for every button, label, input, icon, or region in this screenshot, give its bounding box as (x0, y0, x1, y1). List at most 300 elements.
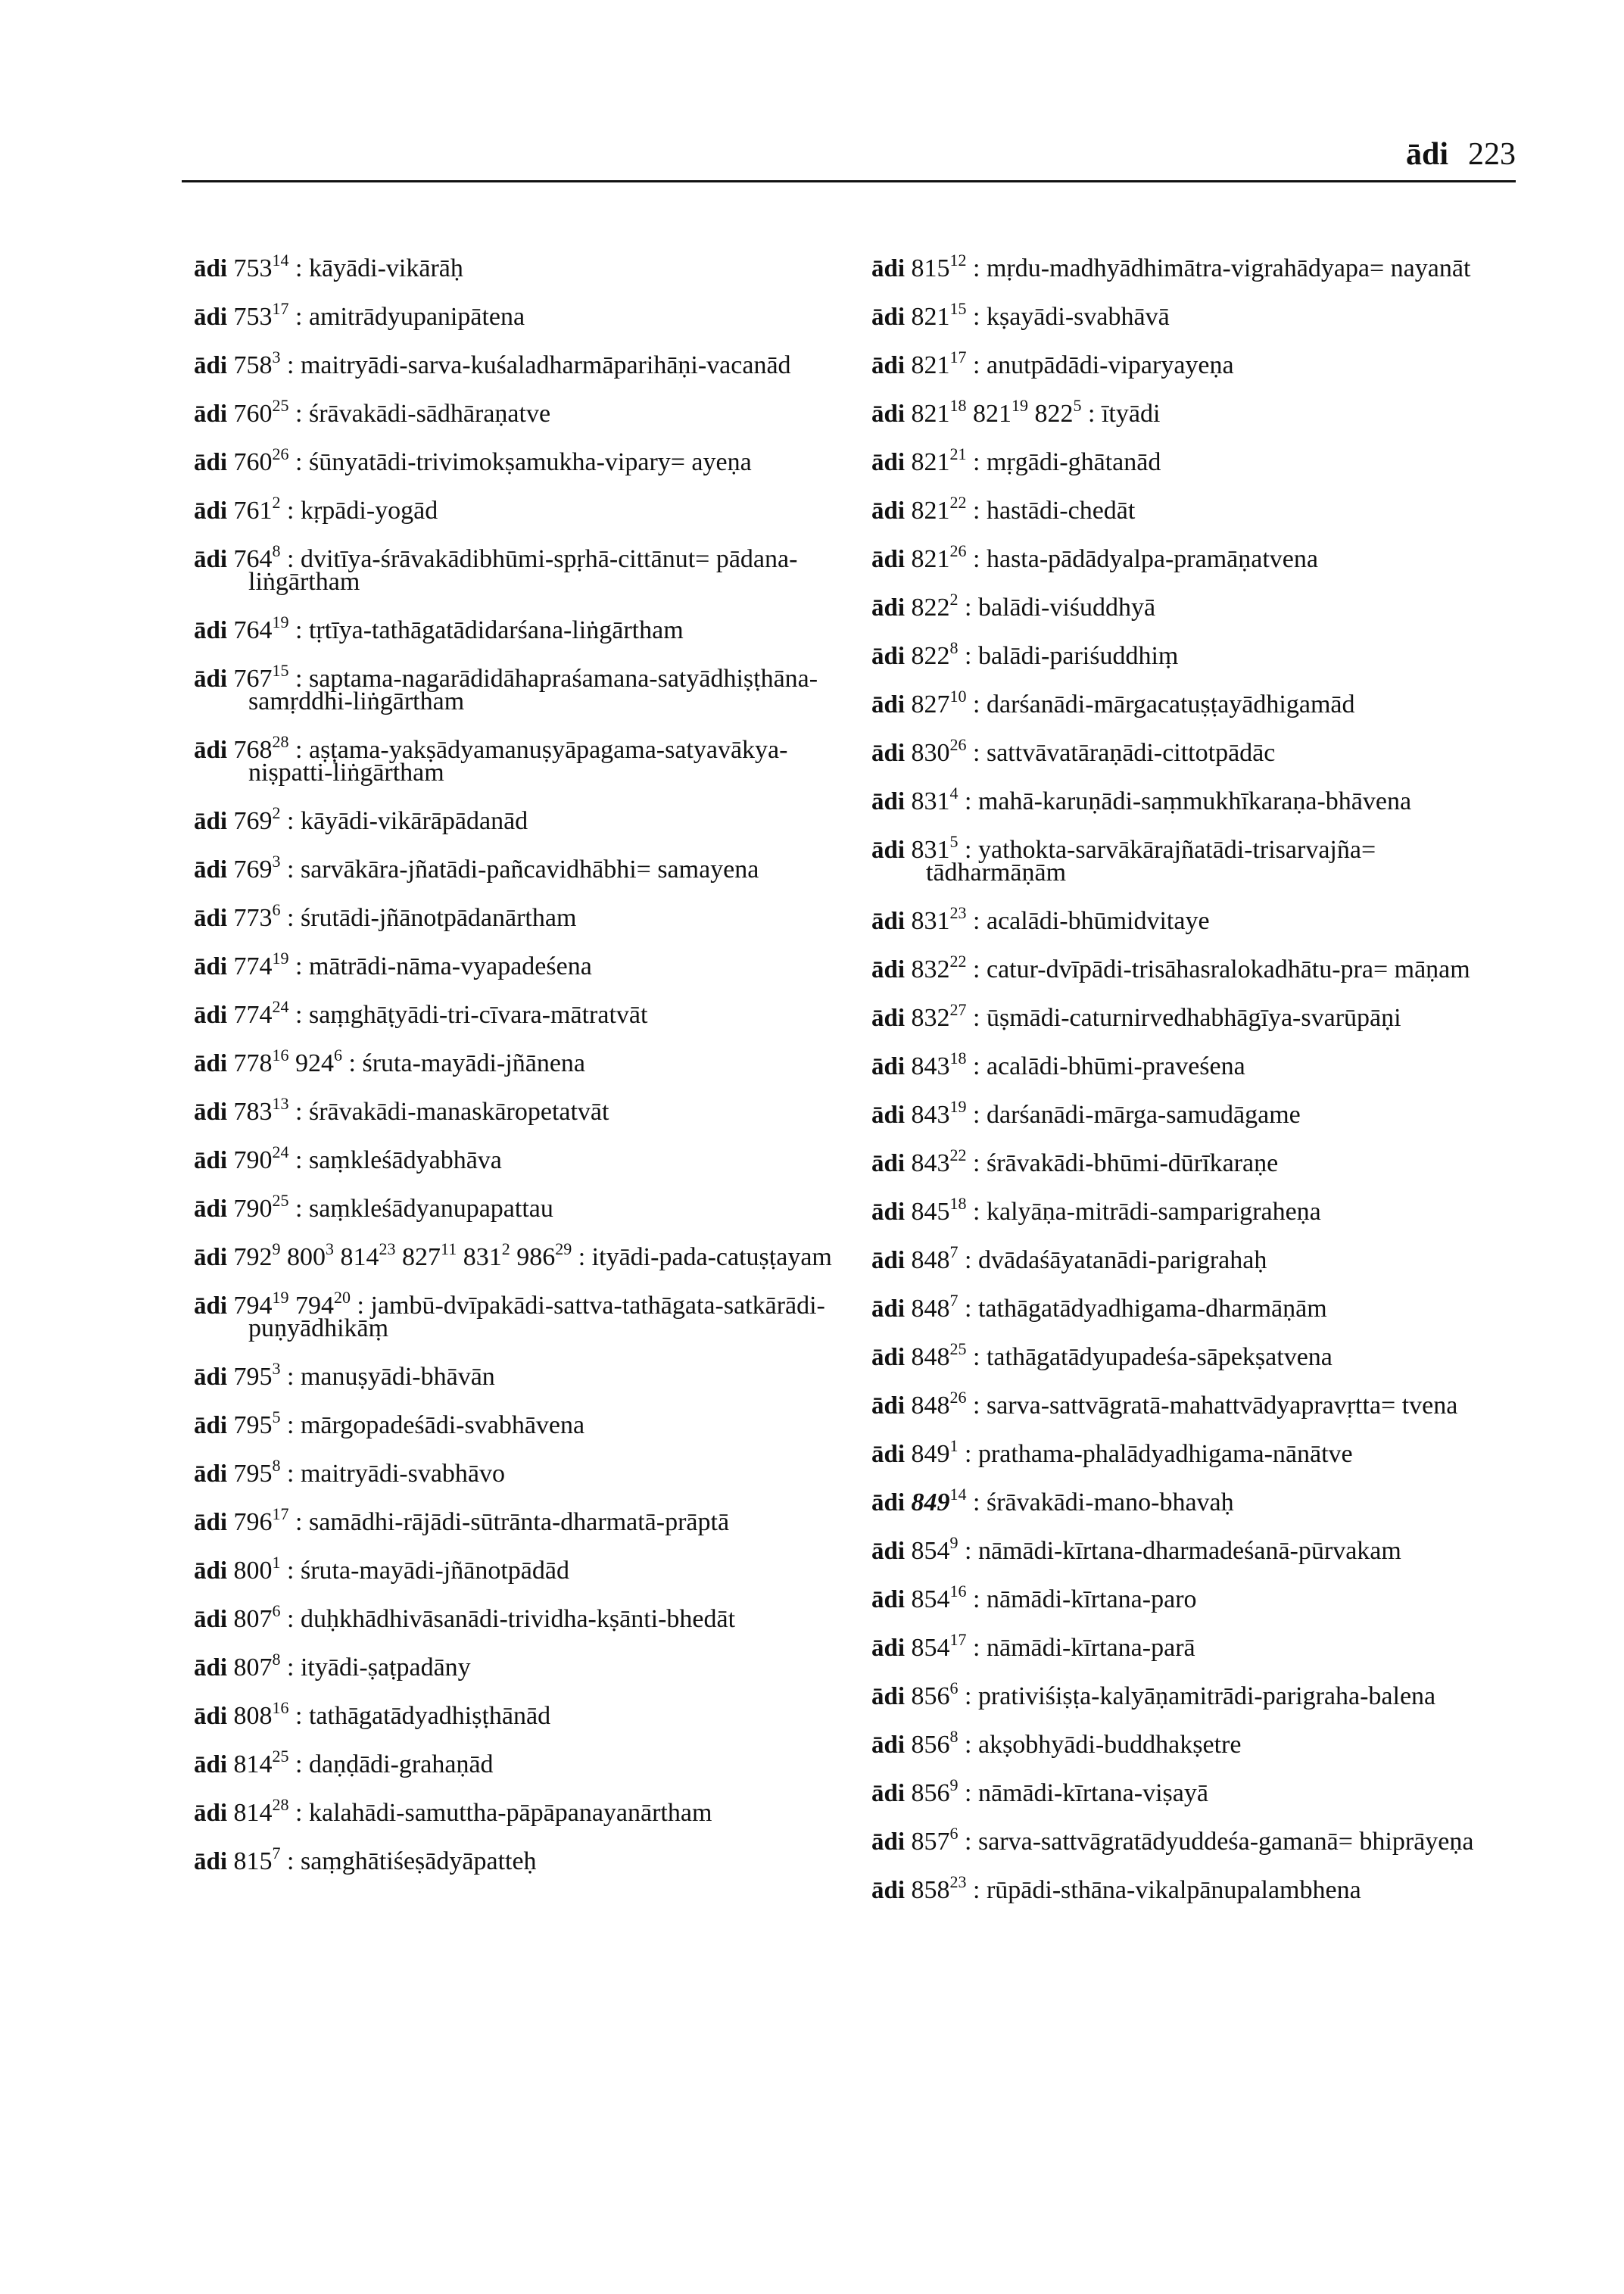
entry-keyword: ādi (871, 908, 906, 935)
reference-line: 5 (1073, 396, 1082, 415)
entry-keyword: ādi (194, 665, 228, 693)
entry-text: śūnyatādi-trivimokṣamukha-vipary= ayeṇa (308, 448, 752, 476)
reference-line: 2 (272, 803, 281, 822)
entry-text: jambū-dvīpakādi-sattva-tathāgata-satkārādi-puṇyādhikāṃ (248, 1292, 825, 1342)
entry-text: tṛtīya-tathāgatādidarśana-liṅgārtham (308, 616, 684, 644)
index-entry: ādi $815^{12}$ : mṛdu-madhyādhimātra-vigrahādyapa= nayanāt (871, 251, 1471, 282)
reference-page: 858 (911, 1876, 950, 1904)
entry-keyword: ādi (871, 1441, 906, 1468)
index-entry: ādi $832^{27}$ : ūṣmādi-caturnirvedhabhāgīya-svarūpāṇi (871, 1000, 1401, 1032)
reference-page: 821 (911, 303, 950, 331)
reference-line: 3 (272, 348, 281, 366)
reference-page: 821 (911, 400, 950, 428)
entry-text: amitrādyupanipātena (308, 303, 525, 331)
entry-references (233, 493, 281, 525)
index-entry: ādi $857^6$ : sarva-sattvāgratādyuddeśa-gamanā= bhiprāyeṇa (871, 1824, 1474, 1856)
entry-text: samādhi-rājādi-sūtrānta-dharmatā-prāptā (308, 1508, 730, 1536)
reference-line: 7 (272, 1844, 281, 1862)
entry-references (233, 348, 281, 379)
entry-text: kṣayādi-svabhāvā (986, 303, 1170, 331)
index-entry: ādi $827^{10}$ : darśanādi-mārgacatuṣṭayādhigamād (871, 687, 1355, 718)
entry-text: ityādi-pada-catuṣṭayam (591, 1243, 832, 1271)
reference-page: 843 (911, 1149, 950, 1177)
entry-text: śrāvakādi-sādhāraṇatve (308, 400, 551, 428)
index-entry: ādi $854^{16}$ : nāmādi-kīrtana-paro (871, 1582, 1197, 1613)
index-entry: ādi $843^{22}$ : śrāvakādi-bhūmi-dūrīkaraṇe (871, 1145, 1279, 1177)
entry-keyword: ādi (871, 304, 906, 331)
entry-keyword: ādi (871, 1683, 906, 1710)
entry-text: daṇḍādi-grahaṇād (308, 1750, 494, 1778)
entry-keyword: ādi (194, 1099, 228, 1126)
reference-page: 848 (911, 1392, 950, 1420)
entry-keyword: ādi (871, 837, 906, 864)
entry-text: śrāvakādi-mano-bhavaḥ (986, 1488, 1234, 1516)
entry-keyword: ādi (871, 546, 906, 573)
reference-page: 843 (911, 1101, 950, 1129)
reference-page: 843 (911, 1052, 950, 1080)
reference-line: 17 (949, 348, 967, 366)
reference-line: 25 (272, 396, 289, 415)
reference-line: 17 (272, 299, 289, 318)
index-entry: ādi $800^1$ : śruta-mayādi-jñānotpādād (194, 1553, 569, 1585)
entry-text: mṛgādi-ghātanād (986, 448, 1161, 476)
reference-line: 18 (949, 1049, 967, 1068)
reference-page: 800 (287, 1243, 326, 1271)
index-entry: ādi $764^{19}$ : tṛtīya-tathāgatādidarśana-liṅgārtham (194, 612, 684, 644)
reference-line: 4 (949, 784, 959, 803)
reference-page: 807 (233, 1653, 273, 1682)
entry-text: mahā-karuṇādi-saṃmukhīkaraṇa-bhāvena (977, 787, 1412, 815)
reference-page: 753 (233, 303, 273, 331)
reference-line: 20 (334, 1288, 351, 1307)
entry-text: śrutādi-jñānotpādanārtham (300, 904, 577, 932)
entry-keyword: ādi (871, 643, 906, 670)
entry-text: darśanādi-mārgacatuṣṭayādhigamād (986, 690, 1355, 718)
index-entry: ādi $822^2$ : balādi-viśuddhyā (871, 590, 1156, 622)
index-entry: ādi $821^{17}$ : anutpādādi-viparyayeṇa (871, 348, 1234, 379)
entry-text: kalahādi-samuttha-pāpāpanayanārtham (308, 1799, 712, 1827)
header-text (1406, 133, 1516, 176)
entry-keyword: ādi (871, 1635, 906, 1662)
reference-line: 1 (949, 1436, 959, 1455)
reference-line: 5 (949, 832, 959, 851)
reference-page: 753 (233, 254, 273, 282)
entry-text: acalādi-bhūmi-praveśena (986, 1052, 1245, 1080)
entry-references (911, 396, 1082, 428)
reference-page: 790 (233, 1195, 273, 1223)
entry-keyword: ādi (194, 737, 228, 764)
entry-keyword: ādi (871, 740, 906, 767)
entry-references (911, 1194, 967, 1226)
entry-text: ūṣmādi-caturnirvedhabhāgīya-svarūpāṇi (986, 1004, 1401, 1032)
reference-page: 827 (911, 690, 950, 718)
index-entry: ādi $778^{16}$ $924^6$ : śruta-mayādi-jñānena (194, 1046, 586, 1077)
entry-text: mṛdu-madhyādhimātra-vigrahādyapa= nayanāt (986, 254, 1471, 282)
entry-keyword: ādi (194, 401, 228, 428)
reference-page: 821 (973, 400, 1012, 428)
entry-text: śruta-mayādi-jñānotpādād (300, 1557, 569, 1585)
entry-text: hastādi-chedāt (986, 497, 1136, 525)
page-number: 223 (1468, 137, 1516, 172)
reference-page: 924 (295, 1049, 335, 1077)
reference-page: 831 (463, 1243, 502, 1271)
reference-line: 8 (272, 1456, 281, 1475)
index-entry: ādi $831^{23}$ : acalādi-bhūmidvitaye (871, 903, 1210, 935)
reference-page: 827 (402, 1243, 441, 1271)
entry-references (233, 1407, 281, 1439)
index-entry: ādi $807^6$ : duḥkhādhivāsanādi-trividha-kṣānti-bhedāt (194, 1601, 736, 1633)
index-entry: ādi $821^{18}$ $821^{19}$ $822^5$ : ītyādi (871, 396, 1161, 428)
index-entry: ādi $848^{25}$ : tathāgatādyupadeśa-sāpekṣatvena (871, 1339, 1333, 1371)
entry-text: nāmādi-kīrtana-dharmadeśanā-pūrvakam (977, 1537, 1401, 1565)
entry-text: saṃkleśādyabhāva (308, 1146, 502, 1174)
entry-text: nāmādi-kīrtana-paro (986, 1585, 1197, 1613)
entry-text: akṣobhyādi-buddhakṣetre (977, 1731, 1242, 1759)
entry-keyword: ādi (194, 617, 228, 644)
entry-references (233, 852, 281, 884)
reference-page: 849 (911, 1440, 950, 1468)
reference-page: 832 (911, 955, 950, 983)
entry-keyword: ādi (871, 1538, 906, 1565)
reference-line: 17 (272, 1504, 289, 1523)
reference-page: 857 (911, 1828, 950, 1856)
index-entry: ādi $795^3$ : manuṣyādi-bhāvān (194, 1359, 495, 1391)
entry-text: tathāgatādyadhiṣṭhānād (308, 1702, 551, 1730)
reference-line: 18 (949, 1194, 967, 1213)
entry-text: prathama-phalādyadhigama-nānātve (977, 1440, 1353, 1468)
index-entry: ādi $808^{16}$ : tathāgatādyadhiṣṭhānād (194, 1698, 551, 1730)
entry-keyword: ādi (194, 1050, 228, 1077)
index-entry: ādi $856^8$ : akṣobhyādi-buddhakṣetre (871, 1727, 1242, 1759)
entry-keyword: ādi (194, 1654, 228, 1682)
reference-line: 6 (949, 1824, 959, 1843)
entry-references (911, 299, 967, 331)
entry-references (233, 1504, 289, 1536)
reference-page: 822 (911, 642, 950, 670)
entry-text: duḥkhādhivāsanādi-trividha-kṣānti-bhedāt (300, 1605, 736, 1633)
entry-keyword: ādi (871, 1247, 906, 1274)
right-column (871, 251, 1500, 1928)
reference-page: 856 (911, 1779, 950, 1807)
entry-references (911, 1000, 967, 1032)
reference-page: 774 (233, 952, 273, 980)
entry-references (911, 1872, 967, 1904)
index-entry: ādi $858^{23}$ : rūpādi-sthāna-vikalpānupalambhena (871, 1872, 1361, 1904)
reference-page: 764 (233, 616, 273, 644)
entry-keyword: ādi (194, 1292, 228, 1320)
entry-text: acalādi-bhūmidvitaye (986, 907, 1210, 935)
entry-keyword: ādi (194, 546, 228, 573)
entry-references (911, 1824, 959, 1856)
entry-references (911, 251, 967, 282)
reference-page: 848 (911, 1246, 950, 1274)
entry-text: sarvākāra-jñatādi-pañcavidhābhi= samayena (300, 856, 759, 884)
reference-line: 8 (272, 1650, 281, 1669)
index-entry: ādi $753^{17}$ : amitrādyupanipātena (194, 299, 525, 331)
entry-text: mātrādi-nāma-vyapadeśena (308, 952, 592, 980)
entry-text: nāmādi-kīrtana-parā (986, 1634, 1195, 1662)
reference-page: 808 (233, 1702, 273, 1730)
reference-line: 23 (949, 903, 967, 922)
reference-line: 26 (949, 1388, 967, 1407)
reference-line: 16 (949, 1582, 967, 1601)
entry-keyword: ādi (194, 1751, 228, 1778)
entry-keyword: ādi (871, 1731, 906, 1759)
reference-line: 2 (272, 493, 281, 512)
entry-keyword: ādi (194, 1364, 228, 1391)
entry-references (233, 299, 289, 331)
reference-line: 2 (949, 590, 959, 609)
reference-line: 6 (949, 1678, 959, 1697)
reference-page: 769 (233, 807, 273, 835)
entry-keyword: ādi (871, 1005, 906, 1032)
index-entry: ādi $854^{17}$ : nāmādi-kīrtana-parā (871, 1630, 1195, 1662)
entry-text: tathāgatādyadhigama-dharmāṇām (977, 1295, 1327, 1323)
entry-keyword: ādi (194, 1557, 228, 1585)
index-entry: ādi $856^9$ : nāmādi-kīrtana-viṣayā (871, 1775, 1208, 1807)
index-entry: ādi $760^{25}$ : śrāvakādi-sādhāraṇatve (194, 396, 551, 428)
entry-keyword: ādi (194, 1848, 228, 1875)
reference-line: 27 (949, 1000, 967, 1019)
reference-page: 814 (233, 1750, 273, 1778)
reference-line: 6 (272, 1601, 281, 1620)
index-entry: ādi $753^{14}$ : kāyādi-vikārāḥ (194, 251, 463, 282)
reference-line: 1 (272, 1553, 281, 1572)
reference-page: 795 (233, 1460, 273, 1488)
reference-line: 26 (949, 735, 967, 754)
entry-references (233, 1553, 281, 1585)
reference-page: 856 (911, 1682, 950, 1710)
entry-text: anutpādādi-viparyayeṇa (986, 351, 1234, 379)
entry-keyword: ādi (194, 497, 228, 525)
reference-line: 22 (949, 952, 967, 971)
reference-line: 2 (501, 1239, 510, 1258)
index-entry: ādi $769^3$ : sarvākāra-jñatādi-pañcavidhābhi= samayena (194, 852, 759, 884)
reference-line: 29 (555, 1239, 572, 1258)
entry-keyword: ādi (871, 1828, 906, 1856)
index-entry: ādi $792^9$ $800^3$ $814^{23}$ $827^{11}$ $831^2$ $986^{29}$ : ityādi-pada-catuṣṭayam (194, 1239, 832, 1271)
entry-references (233, 949, 289, 980)
entry-references (911, 687, 967, 718)
index-entry: ādi $773^6$ : śrutādi-jñānotpādanārtham (194, 900, 577, 932)
reference-line: 25 (949, 1339, 967, 1358)
entry-references (911, 1630, 967, 1662)
reference-line: 18 (949, 396, 967, 415)
reference-line: 6 (272, 900, 281, 919)
entry-keyword: ādi (194, 1195, 228, 1223)
entry-text: dvitīya-śrāvakādibhūmi-spṛhā-cittānut= pādana-liṅgārtham (248, 545, 798, 596)
reference-line: 23 (379, 1239, 396, 1258)
index-entry: ādi $795^5$ : mārgopadeśādi-svabhāvena (194, 1407, 585, 1439)
reference-page: 849 (911, 1488, 950, 1516)
index-entry: ādi $843^{18}$ : acalādi-bhūmi-praveśena (871, 1049, 1245, 1080)
reference-page: 821 (911, 351, 950, 379)
reference-page: 856 (911, 1731, 950, 1759)
reference-line: 5 (272, 1407, 281, 1426)
entry-keyword: ādi (194, 953, 228, 980)
entry-text: ityādi-ṣaṭpadāny (300, 1653, 471, 1682)
reference-line: 8 (949, 1727, 959, 1746)
entry-references (233, 396, 289, 428)
index-entry: ādi $794^{19}$ $794^{20}$ : jambū-dvīpakādi-sattva-tathāgata-satkārādi-puṇyādhikāṃ (194, 1288, 825, 1342)
entry-text: kāyādi-vikārāḥ (308, 254, 463, 282)
entry-text: maitryādi-sarva-kuśaladharmāparihāṇi-vacanād (300, 351, 791, 379)
entry-references (233, 1747, 289, 1778)
index-entry: ādi $843^{19}$ : darśanādi-mārga-samudāgame (871, 1097, 1301, 1129)
reference-page: 790 (233, 1146, 273, 1174)
reference-line: 9 (949, 1533, 959, 1552)
reference-page: 795 (233, 1363, 273, 1391)
entry-references (233, 612, 289, 644)
index-entry: ādi $831^5$ : yathokta-sarvākārajñatādi-trisarvajña= tādharmāṇām (871, 832, 1376, 887)
entry-keyword: ādi (871, 1198, 906, 1226)
reference-page: 814 (340, 1243, 379, 1271)
reference-page: 758 (233, 351, 273, 379)
entry-text: balādi-pariśuddhiṃ (977, 642, 1179, 670)
reference-page: 815 (911, 254, 950, 282)
index-entry: ādi $848^7$ : tathāgatādyadhigama-dharmāṇām (871, 1291, 1327, 1323)
entry-references (911, 638, 959, 670)
reference-page: 794 (233, 1292, 273, 1320)
entry-keyword: ādi (871, 594, 906, 622)
entry-keyword: ādi (194, 905, 228, 932)
entry-keyword: ādi (871, 1489, 906, 1516)
index-entry: ādi $822^8$ : balādi-pariśuddhiṃ (871, 638, 1179, 670)
entry-references (911, 444, 967, 476)
index-entry: ādi $758^3$ : maitryādi-sarva-kuśaladharmāparihāṇi-vacanād (194, 348, 791, 379)
reference-page: 821 (911, 497, 950, 525)
reference-page: 831 (911, 836, 950, 864)
entry-text: sarva-sattvāgratā-mahattvādyapravṛtta= tvena (986, 1392, 1458, 1420)
reference-page: 854 (911, 1585, 950, 1613)
reference-page: 774 (233, 1001, 273, 1029)
entry-text: kṛpādi-yogād (300, 497, 438, 525)
reference-line: 13 (272, 1094, 289, 1113)
index-entry: ādi $795^8$ : maitryādi-svabhāvo (194, 1456, 506, 1488)
index-entry: ādi $854^9$ : nāmādi-kīrtana-dharmadeśanā-pūrvakam (871, 1533, 1401, 1565)
reference-line: 9 (272, 1239, 281, 1258)
entry-keyword: ādi (871, 1053, 906, 1080)
entry-references (911, 1775, 959, 1807)
entry-references (233, 1359, 281, 1391)
index-entry: ādi $768^{28}$ : aṣṭama-yakṣādyamanuṣyāpagama-satyavākya-niṣpatti-liṅgārtham (194, 732, 788, 787)
entry-references (233, 803, 281, 835)
index-entry: ādi $821^{21}$ : mṛgādi-ghātanād (871, 444, 1161, 476)
entry-references (911, 1145, 967, 1177)
entry-text: saṃghātiśeṣādyāpatteḥ (300, 1847, 537, 1875)
entry-references (911, 1097, 967, 1129)
entry-keyword: ādi (194, 1800, 228, 1827)
reference-page: 854 (911, 1634, 950, 1662)
reference-line: 26 (949, 541, 967, 560)
reference-page: 773 (233, 904, 273, 932)
reference-line: 8 (949, 638, 959, 657)
entry-keyword: ādi (871, 956, 906, 983)
reference-line: 3 (326, 1239, 335, 1258)
index-entry: ādi $814^{25}$ : daṇḍādi-grahaṇād (194, 1747, 494, 1778)
reference-line: 11 (441, 1239, 457, 1258)
index-entry: ādi $790^{24}$ : saṃkleśādyabhāva (194, 1142, 502, 1174)
reference-line: 12 (949, 251, 967, 270)
index-entry: ādi $767^{15}$ : saptama-nagarādidāhapraśamana-satyādhiṣṭhāna-samṛddhi-liṅgārtham (194, 661, 818, 715)
reference-page: 821 (911, 448, 950, 476)
entry-keyword: ādi (194, 449, 228, 476)
reference-line: 6 (334, 1046, 343, 1064)
entry-text: kāyādi-vikārāpādanād (300, 807, 528, 835)
index-entry: ādi $764^8$ : dvitīya-śrāvakādibhūmi-spṛhā-cittānut= pādana-liṅgārtham (194, 541, 798, 596)
reference-line: 8 (272, 541, 281, 560)
reference-line: 26 (272, 444, 289, 463)
entry-keyword: ādi (194, 1244, 228, 1271)
reference-page: 761 (233, 497, 273, 525)
reference-page: 848 (911, 1295, 950, 1323)
entry-keyword: ādi (871, 1295, 906, 1323)
entry-references (233, 1844, 281, 1875)
reference-line: 19 (272, 612, 289, 631)
entry-text: ītyādi (1101, 400, 1161, 428)
reference-page: 778 (233, 1049, 273, 1077)
entry-references (911, 1678, 959, 1710)
reference-line: 19 (272, 949, 289, 968)
reference-page: 832 (911, 1004, 950, 1032)
reference-line: 15 (949, 299, 967, 318)
index-entry: ādi $761^2$ : kṛpādi-yogād (194, 493, 438, 525)
reference-page: 854 (911, 1537, 950, 1565)
entry-references (233, 1698, 289, 1730)
entry-references (233, 997, 289, 1029)
reference-page: 768 (233, 736, 273, 764)
entry-keyword: ādi (871, 255, 906, 282)
reference-page: 800 (233, 1557, 273, 1585)
entry-text: balādi-viśuddhyā (977, 594, 1156, 622)
reference-line: 19 (1011, 396, 1029, 415)
entry-keyword: ādi (194, 1147, 228, 1174)
entry-references (233, 1046, 343, 1077)
entry-keyword: ādi (194, 255, 228, 282)
index-entry: ādi $849^1$ : prathama-phalādyadhigama-nānātve (871, 1436, 1353, 1468)
entry-references (233, 900, 281, 932)
reference-page: 822 (1034, 400, 1074, 428)
entry-keyword: ādi (194, 808, 228, 835)
entry-keyword: ādi (871, 352, 906, 379)
reference-line: 22 (949, 1145, 967, 1164)
index-entry: ādi $814^{28}$ : kalahādi-samuttha-pāpāpanayanārtham (194, 1795, 712, 1827)
entry-references (911, 952, 967, 983)
entry-references (233, 1456, 281, 1488)
entry-keyword: ādi (871, 449, 906, 476)
reference-page: 821 (911, 545, 950, 573)
entry-references (911, 348, 967, 379)
index-entry: ādi $845^{18}$ : kalyāṇa-mitrādi-samparigraheṇa (871, 1194, 1321, 1226)
entry-text: darśanādi-mārga-samudāgame (986, 1101, 1301, 1129)
entry-references (911, 1242, 959, 1274)
reference-line: 19 (949, 1097, 967, 1116)
index-entry: ādi $849^{14}$ : śrāvakādi-mano-bhavaḥ (871, 1485, 1234, 1516)
entry-references (911, 1436, 959, 1468)
entry-references (911, 1049, 967, 1080)
entry-text: saṃkleśādyanupapattau (308, 1195, 553, 1223)
entry-references (911, 1291, 959, 1323)
entry-keyword: ādi (871, 1150, 906, 1177)
entry-references (911, 1727, 959, 1759)
reference-line: 23 (949, 1872, 967, 1891)
entry-keyword: ādi (871, 1392, 906, 1420)
entry-references (911, 541, 967, 573)
entry-references (911, 735, 967, 767)
reference-line: 9 (949, 1775, 959, 1794)
index-entry: ādi $815^7$ : saṃghātiśeṣādyāpatteḥ (194, 1844, 537, 1875)
index-entry: ādi $774^{19}$ : mātrādi-nāma-vyapadeśena (194, 949, 592, 980)
